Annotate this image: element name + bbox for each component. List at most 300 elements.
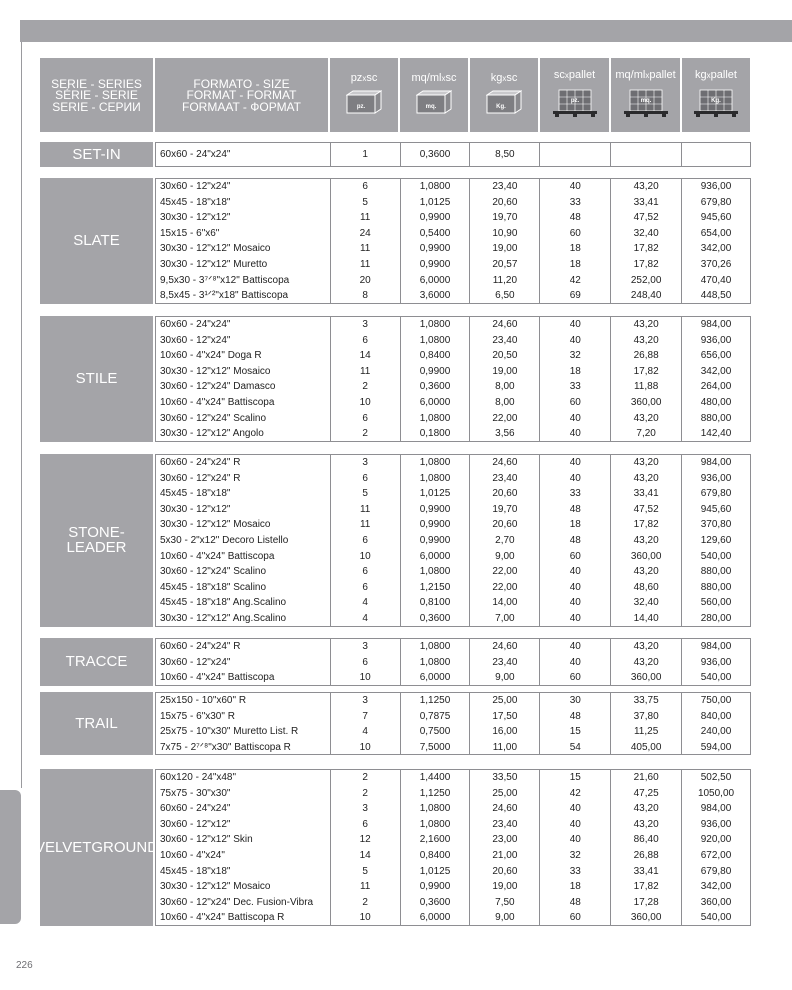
- mq-per-pallet-cell: 33,41: [611, 486, 682, 502]
- pz-per-box-cell: 6: [331, 333, 401, 349]
- table-row: [156, 486, 750, 502]
- kg-per-box-cell: 23,40: [470, 655, 540, 671]
- mq-per-pallet-cell: 37,80: [611, 709, 682, 725]
- side-index-tab: [0, 790, 21, 924]
- header-unit-column: [540, 58, 611, 132]
- table-row: [156, 471, 750, 487]
- table-row: [156, 426, 750, 442]
- kg-per-box-cell: 11,20: [470, 273, 540, 289]
- table-row: [156, 317, 750, 333]
- header-unit-label: [554, 69, 595, 81]
- boxes-per-pallet-cell: 40: [540, 317, 611, 333]
- mq-per-pallet-cell: 43,20: [611, 801, 682, 817]
- top-band: [20, 20, 792, 42]
- pz-per-box-cell: 4: [331, 595, 401, 611]
- mq-per-pallet-cell: 17,82: [611, 517, 682, 533]
- series-group: [34, 769, 751, 926]
- kg-per-box-cell: 19,00: [470, 879, 540, 895]
- pallet-icon: [691, 87, 741, 122]
- mq-per-pallet-cell: 360,00: [611, 549, 682, 565]
- table-row: [156, 143, 750, 167]
- kg-per-pallet-cell: 342,00: [700, 881, 732, 893]
- header-unit-sub: x: [362, 74, 367, 83]
- pz-per-box-cell: 5: [331, 864, 401, 880]
- mq-per-pallet-cell: 47,25: [611, 786, 682, 802]
- boxes-per-pallet-cell: 33: [540, 195, 611, 211]
- boxes-per-pallet-cell: 30: [540, 693, 611, 709]
- table-row: [156, 786, 750, 802]
- kg-per-pallet-cell: 540,00: [700, 672, 732, 684]
- boxes-per-pallet-cell: 40: [540, 333, 611, 349]
- format-cell: 60x60 - 24"x24": [156, 317, 331, 333]
- table-row: [156, 348, 750, 364]
- kg-per-pallet-cell: 480,00: [700, 396, 732, 408]
- format-cell: 10x60 - 4"x24" Battiscopa: [156, 670, 331, 685]
- mq-per-box-cell: 1,1250: [401, 786, 471, 802]
- kg-per-pallet-cell: 470,40: [700, 274, 732, 286]
- kg-per-box-cell: 9,00: [470, 670, 540, 685]
- header-unit-sub: x: [441, 74, 446, 83]
- table-row: [156, 379, 750, 395]
- boxes-per-pallet-cell: 40: [540, 639, 611, 655]
- mq-per-box-cell: 6,0000: [401, 549, 471, 565]
- format-cell: 30x60 - 12"x12" Skin: [156, 832, 331, 848]
- header-unit-main: sc: [553, 69, 565, 81]
- format-cell: 30x30 - 12"x12": [156, 502, 331, 518]
- kg-per-box-cell: 22,00: [470, 580, 540, 596]
- boxes-per-pallet-cell: 18: [540, 241, 611, 257]
- mq-per-box-cell: 0,9900: [401, 517, 471, 533]
- table-row: [156, 333, 750, 349]
- kg-per-box-cell: 14,00: [470, 595, 540, 611]
- table-header: [40, 58, 750, 132]
- mq-per-box-cell: 0,9900: [401, 241, 471, 257]
- boxes-per-pallet-cell: 40: [540, 455, 611, 471]
- pz-per-box-cell: 6: [331, 564, 401, 580]
- mq-per-box-cell: 0,3600: [401, 379, 471, 395]
- kg-per-box-cell: 20,50: [470, 348, 540, 364]
- format-cell: 30x30 - 12"x12" Ang.Scalino: [156, 611, 331, 626]
- pz-per-box-cell: 4: [331, 611, 401, 626]
- mq-per-pallet-cell: [611, 143, 682, 166]
- boxes-per-pallet-cell: 40: [540, 801, 611, 817]
- series-name: TRACCE: [40, 638, 155, 686]
- kg-per-box-cell: 19,00: [470, 364, 540, 380]
- kg-per-box-cell: 24,60: [470, 455, 540, 471]
- kg-per-box-cell: 24,60: [470, 639, 540, 655]
- format-cell: 5x30 - 2"x12" Decoro Listello: [156, 533, 331, 549]
- header-unit-column: [611, 58, 682, 132]
- format-cell: 10x60 - 4"x24": [156, 848, 331, 864]
- format-cell: 30x30 - 12"x12": [156, 210, 331, 226]
- table-row: [156, 455, 750, 471]
- format-cell: 60x60 - 24"x24": [156, 801, 331, 817]
- kg-per-pallet-cell: 945,60: [700, 212, 732, 224]
- pallet-icon: [550, 87, 600, 122]
- kg-per-pallet-cell: 1050,00: [697, 787, 735, 799]
- mq-per-pallet-cell: 17,82: [611, 241, 682, 257]
- header-unit-tail: pallet: [710, 69, 737, 81]
- pz-per-box-cell: 8: [331, 288, 401, 303]
- kg-per-pallet-cell: 880,00: [700, 412, 732, 424]
- mq-per-pallet-cell: 43,20: [611, 333, 682, 349]
- table-row: [156, 801, 750, 817]
- mq-per-pallet-cell: 43,20: [611, 817, 682, 833]
- series-name: STONE-LEADER: [40, 454, 155, 627]
- kg-per-box-cell: 23,40: [470, 179, 540, 195]
- boxes-per-pallet-cell: 15: [540, 770, 611, 786]
- pz-per-box-cell: 14: [331, 848, 401, 864]
- kg-per-box-cell: 24,60: [470, 317, 540, 333]
- pz-per-box-cell: 6: [331, 817, 401, 833]
- kg-per-box-cell: 17,50: [470, 709, 540, 725]
- kg-per-box-cell: 10,90: [470, 226, 540, 242]
- kg-per-pallet-cell: 342,00: [700, 365, 732, 377]
- kg-per-box-cell: 19,70: [470, 502, 540, 518]
- format-cell: 30x60 - 12"x24": [156, 179, 331, 195]
- boxes-per-pallet-cell: 40: [540, 471, 611, 487]
- series-rows: [155, 692, 751, 755]
- boxes-per-pallet-cell: 40: [540, 817, 611, 833]
- kg-per-box-cell: 25,00: [470, 693, 540, 709]
- mq-per-box-cell: 1,2150: [401, 580, 471, 596]
- boxes-per-pallet-cell: 33: [540, 486, 611, 502]
- table-row: [156, 639, 750, 655]
- kg-per-box-cell: 9,00: [470, 549, 540, 565]
- format-cell: 10x60 - 4"x24" Battiscopa R: [156, 910, 331, 925]
- mq-per-box-cell: 0,8400: [401, 348, 471, 364]
- pz-per-box-cell: 11: [331, 502, 401, 518]
- pz-per-box-cell: 6: [331, 533, 401, 549]
- kg-per-box-cell: 21,00: [470, 848, 540, 864]
- boxes-per-pallet-cell: 48: [540, 502, 611, 518]
- series-group: [40, 178, 751, 304]
- series-name: SLATE: [40, 178, 155, 304]
- mq-per-box-cell: 0,8100: [401, 595, 471, 611]
- header-unit-tail: sc: [506, 72, 518, 84]
- mq-per-box-cell: 1,0125: [401, 486, 471, 502]
- mq-per-box-cell: 1,0800: [401, 801, 471, 817]
- table-row: [156, 564, 750, 580]
- mq-per-pallet-cell: 43,20: [611, 533, 682, 549]
- kg-per-pallet-cell: 750,00: [700, 695, 732, 706]
- kg-per-pallet-cell: 240,00: [700, 726, 732, 738]
- header-format-line: FORMATO - SIZE: [193, 76, 290, 91]
- format-cell: 45x45 - 18"x18" Scalino: [156, 580, 331, 596]
- mq-per-box-cell: 1,0800: [401, 333, 471, 349]
- pz-per-box-cell: 11: [331, 257, 401, 273]
- kg-per-pallet-cell: 594,00: [700, 741, 732, 753]
- mq-per-box-cell: 1,0800: [401, 639, 471, 655]
- format-cell: 8,5x45 - 3¹ᐟ²"x18" Battiscopa: [156, 288, 331, 303]
- header-format-line: FORMAAT - ФОРМАТ: [182, 99, 301, 114]
- pz-per-box-cell: 10: [331, 395, 401, 411]
- boxes-per-pallet-cell: 40: [540, 611, 611, 626]
- header-unit-main: kg: [695, 69, 707, 81]
- page-number: 226: [16, 960, 33, 971]
- format-cell: 30x60 - 12"x24" Scalino: [156, 564, 331, 580]
- kg-per-pallet-cell: 945,60: [700, 503, 732, 515]
- kg-per-pallet-cell: 936,00: [700, 334, 732, 346]
- mq-per-pallet-cell: 11,88: [611, 379, 682, 395]
- boxes-per-pallet-cell: 48: [540, 895, 611, 911]
- kg-per-box-cell: 8,50: [470, 143, 540, 166]
- mq-per-box-cell: 0,9900: [401, 879, 471, 895]
- boxes-per-pallet-cell: 33: [540, 864, 611, 880]
- pz-per-box-cell: 10: [331, 740, 401, 755]
- mq-per-box-cell: 0,1800: [401, 426, 471, 441]
- kg-per-box-cell: 8,00: [470, 379, 540, 395]
- mq-per-pallet-cell: 43,20: [611, 411, 682, 427]
- header-unit-label: [615, 69, 675, 81]
- table-row: [156, 549, 750, 565]
- mq-per-pallet-cell: 14,40: [611, 611, 682, 626]
- pz-per-box-cell: 11: [331, 241, 401, 257]
- mq-per-pallet-cell: 11,25: [611, 724, 682, 740]
- kg-per-box-cell: 20,60: [470, 517, 540, 533]
- mq-per-box-cell: 0,8400: [401, 848, 471, 864]
- boxes-per-pallet-cell: 40: [540, 832, 611, 848]
- format-cell: 30x30 - 12"x12" Angolo: [156, 426, 331, 441]
- left-margin-rule: [21, 42, 22, 788]
- table-row: [156, 910, 750, 926]
- format-cell: 10x60 - 4"x24" Battiscopa: [156, 395, 331, 411]
- kg-per-pallet-cell: 370,80: [700, 519, 732, 531]
- boxes-per-pallet-cell: 60: [540, 395, 611, 411]
- boxes-per-pallet-cell: 40: [540, 426, 611, 441]
- pz-per-box-cell: 7: [331, 709, 401, 725]
- table-row: [156, 848, 750, 864]
- boxes-per-pallet-cell: 32: [540, 348, 611, 364]
- mq-per-box-cell: 0,9900: [401, 364, 471, 380]
- mq-per-pallet-cell: 43,20: [611, 455, 682, 471]
- mq-per-box-cell: 2,1600: [401, 832, 471, 848]
- pz-per-box-cell: 2: [331, 895, 401, 911]
- boxes-per-pallet-cell: 18: [540, 364, 611, 380]
- header-format-line: FORMAT - FORMAT: [186, 88, 297, 103]
- pz-per-box-cell: 2: [331, 786, 401, 802]
- series-rows: [155, 769, 751, 926]
- pz-per-box-cell: 11: [331, 517, 401, 533]
- kg-per-pallet-cell: 984,00: [700, 319, 732, 330]
- kg-per-pallet-cell: 502,50: [700, 772, 732, 783]
- svg-text:mq.: mq.: [640, 98, 651, 104]
- kg-per-pallet-cell: 880,00: [700, 581, 732, 593]
- mq-per-pallet-cell: 360,00: [611, 395, 682, 411]
- box-icon: [346, 90, 382, 117]
- pz-per-box-cell: 3: [331, 801, 401, 817]
- mq-per-pallet-cell: 43,20: [611, 639, 682, 655]
- format-cell: 15x15 - 6"x6": [156, 226, 331, 242]
- format-cell: 30x60 - 12"x12": [156, 817, 331, 833]
- kg-per-box-cell: 16,00: [470, 724, 540, 740]
- mq-per-box-cell: 6,0000: [401, 670, 471, 685]
- format-cell: 30x60 - 12"x24" Damasco: [156, 379, 331, 395]
- mq-per-box-cell: 3,6000: [401, 288, 471, 303]
- kg-per-pallet-cell: [682, 143, 750, 166]
- kg-per-box-cell: 22,00: [470, 564, 540, 580]
- format-cell: 45x45 - 18"x18": [156, 195, 331, 211]
- kg-per-pallet-cell: 984,00: [700, 457, 732, 468]
- pz-per-box-cell: 20: [331, 273, 401, 289]
- mq-per-pallet-cell: 21,60: [611, 770, 682, 786]
- header-unit-column: [470, 58, 540, 132]
- pz-per-box-cell: 10: [331, 670, 401, 685]
- format-cell: 60x120 - 24"x48": [156, 770, 331, 786]
- table-row: [156, 288, 750, 304]
- format-cell: 30x60 - 12"x24": [156, 333, 331, 349]
- boxes-per-pallet-cell: [540, 143, 611, 166]
- header-series: [40, 58, 155, 132]
- boxes-per-pallet-cell: 48: [540, 210, 611, 226]
- kg-per-pallet-cell: 142,40: [700, 428, 732, 440]
- kg-per-box-cell: 6,50: [470, 288, 540, 303]
- table-row: [156, 411, 750, 427]
- pz-per-box-cell: 2: [331, 770, 401, 786]
- kg-per-pallet-cell: 342,00: [700, 243, 732, 255]
- header-unit-label: [695, 69, 737, 81]
- mq-per-box-cell: 1,4400: [401, 770, 471, 786]
- mq-per-pallet-cell: 17,82: [611, 257, 682, 273]
- kg-per-pallet-cell: 984,00: [700, 641, 732, 652]
- series-group: [40, 142, 751, 167]
- pz-per-box-cell: 11: [331, 210, 401, 226]
- boxes-per-pallet-cell: 60: [540, 910, 611, 925]
- mq-per-box-cell: 7,5000: [401, 740, 471, 755]
- format-cell: 60x60 - 24"x24" R: [156, 455, 331, 471]
- table-row: [156, 364, 750, 380]
- pz-per-box-cell: 3: [331, 639, 401, 655]
- boxes-per-pallet-cell: 40: [540, 564, 611, 580]
- box-icon: [416, 90, 452, 117]
- mq-per-box-cell: 1,0125: [401, 864, 471, 880]
- table-row: [156, 895, 750, 911]
- table-row: [156, 257, 750, 273]
- header-unit-column: [400, 58, 470, 132]
- mq-per-pallet-cell: 33,75: [611, 693, 682, 709]
- pz-per-box-cell: 2: [331, 379, 401, 395]
- kg-per-pallet-cell: 936,00: [700, 181, 732, 192]
- pz-per-box-cell: 2: [331, 426, 401, 441]
- format-cell: 60x60 - 24"x24": [156, 143, 331, 166]
- mq-per-box-cell: 1,0800: [401, 455, 471, 471]
- boxes-per-pallet-cell: 42: [540, 273, 611, 289]
- format-cell: 10x60 - 4"x24" Doga R: [156, 348, 331, 364]
- pz-per-box-cell: 24: [331, 226, 401, 242]
- boxes-per-pallet-cell: 18: [540, 517, 611, 533]
- boxes-per-pallet-cell: 54: [540, 740, 611, 755]
- series-name: VELVET GROUND: [40, 769, 155, 926]
- kg-per-pallet-cell: 936,00: [700, 656, 732, 668]
- mq-per-box-cell: 1,0125: [401, 195, 471, 211]
- boxes-per-pallet-cell: 18: [540, 257, 611, 273]
- mq-per-pallet-cell: 360,00: [611, 910, 682, 925]
- svg-text:Kg.: Kg.: [496, 104, 506, 110]
- kg-per-box-cell: 19,00: [470, 241, 540, 257]
- format-cell: 30x30 - 12"x12" Mosaico: [156, 364, 331, 380]
- kg-per-pallet-cell: 984,00: [700, 803, 732, 815]
- pz-per-box-cell: 5: [331, 195, 401, 211]
- box-icon: [486, 90, 522, 117]
- mq-per-pallet-cell: 7,20: [611, 426, 682, 441]
- table-row: [156, 817, 750, 833]
- kg-per-box-cell: 23,40: [470, 333, 540, 349]
- table-row: [156, 195, 750, 211]
- mq-per-box-cell: 1,0800: [401, 179, 471, 195]
- header-unit-main: pz: [350, 72, 363, 84]
- mq-per-box-cell: 0,9900: [401, 502, 471, 518]
- mq-per-pallet-cell: 360,00: [611, 670, 682, 685]
- mq-per-box-cell: 1,0800: [401, 317, 471, 333]
- table-row: [156, 273, 750, 289]
- table-row: [156, 502, 750, 518]
- header-unit-label: [351, 72, 378, 84]
- kg-per-pallet-cell: 264,00: [700, 381, 732, 393]
- kg-per-pallet-cell: 656,00: [700, 350, 732, 362]
- format-cell: 30x30 - 12"x12" Muretto: [156, 257, 331, 273]
- kg-per-pallet-cell: 672,00: [700, 849, 732, 861]
- format-cell: 45x45 - 18"x18": [156, 864, 331, 880]
- header-unit-column: [330, 58, 400, 132]
- header-unit-label: [412, 72, 457, 84]
- pz-per-box-cell: 12: [331, 832, 401, 848]
- table-row: [156, 832, 750, 848]
- format-cell: 45x45 - 18"x18" Ang.Scalino: [156, 595, 331, 611]
- kg-per-pallet-cell: 679,80: [700, 196, 732, 208]
- header-unit-label: [491, 72, 518, 84]
- kg-per-pallet-cell: 370,26: [700, 258, 732, 270]
- header-unit-sub: x: [645, 71, 650, 80]
- boxes-per-pallet-cell: 69: [540, 288, 611, 303]
- header-unit-tail: sc: [366, 72, 378, 84]
- table-row: [156, 226, 750, 242]
- format-cell: 30x30 - 12"x12" Mosaico: [156, 879, 331, 895]
- mq-per-pallet-cell: 17,82: [611, 879, 682, 895]
- kg-per-pallet-cell: 540,00: [700, 550, 732, 562]
- pz-per-box-cell: 3: [331, 455, 401, 471]
- kg-per-box-cell: 25,00: [470, 786, 540, 802]
- pz-per-box-cell: 14: [331, 348, 401, 364]
- kg-per-box-cell: 3,56: [470, 426, 540, 441]
- table-row: [156, 241, 750, 257]
- mq-per-box-cell: 0,3600: [401, 895, 471, 911]
- table-row: [156, 724, 750, 740]
- pz-per-box-cell: 11: [331, 879, 401, 895]
- table-row: [156, 655, 750, 671]
- pz-per-box-cell: 1: [331, 143, 401, 166]
- table-row: [156, 709, 750, 725]
- header-unit-sub: x: [564, 71, 569, 80]
- pz-per-box-cell: 4: [331, 724, 401, 740]
- mq-per-pallet-cell: 248,40: [611, 288, 682, 303]
- header-unit-main: mq/ml: [411, 72, 442, 84]
- kg-per-box-cell: 20,60: [470, 486, 540, 502]
- table-row: [156, 879, 750, 895]
- mq-per-pallet-cell: 252,00: [611, 273, 682, 289]
- table-row: [156, 740, 750, 756]
- series-group: [40, 692, 751, 755]
- boxes-per-pallet-cell: 40: [540, 179, 611, 195]
- pz-per-box-cell: 6: [331, 471, 401, 487]
- boxes-per-pallet-cell: 40: [540, 655, 611, 671]
- boxes-per-pallet-cell: 60: [540, 226, 611, 242]
- boxes-per-pallet-cell: 60: [540, 549, 611, 565]
- format-cell: 15x75 - 6"x30" R: [156, 709, 331, 725]
- kg-per-box-cell: 9,00: [470, 910, 540, 925]
- mq-per-pallet-cell: 33,41: [611, 864, 682, 880]
- table-row: [156, 533, 750, 549]
- mq-per-pallet-cell: 17,28: [611, 895, 682, 911]
